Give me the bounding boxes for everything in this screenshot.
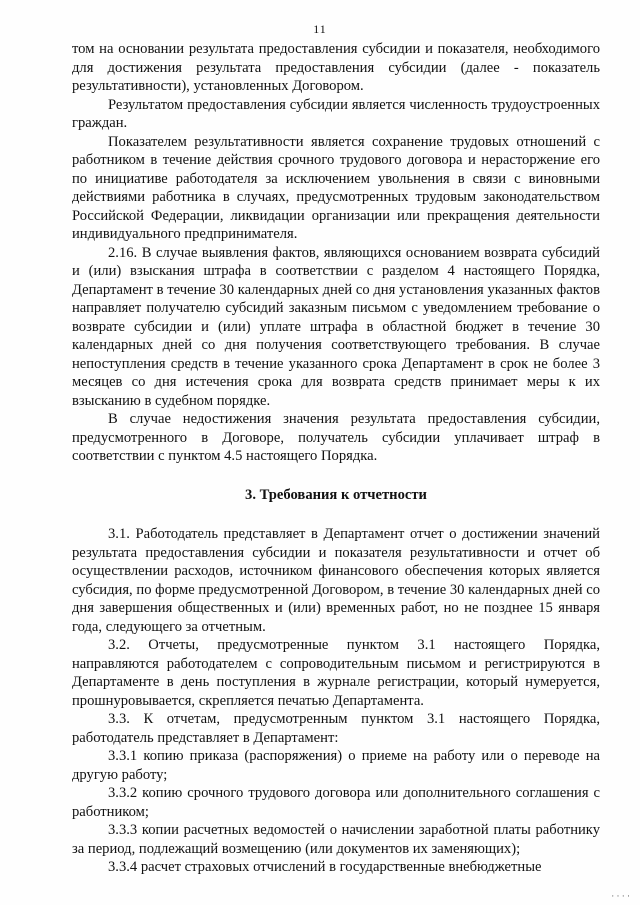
paragraph-3-3-3: 3.3.3 копии расчетных ведомостей о начислении заработной платы работнику за период, подлежащий возмещению (или документов их заменяющих);: [72, 822, 600, 857]
scan-corner-marks: · · · ·: [611, 891, 630, 901]
paragraph-2-16: 2.16. В случае выявления фактов, являющихся основанием возврата субсидий и (или) взыскания штрафа в соответствии с разделом 4 настоящего Порядка, Департамент в течение 30 календарных дней со дня установления указанных фактов направляет получателю субсидий заказным письмом с уведомлением требование о возврате субсидии и (или) уплате штрафа в областной бюджет в течение 30 календарных дней со дня получения соответствующего требования. В случае непоступления средств в течение указанного срока Департамент в срок не более 3 месяцев со дня истечения срока для возврата средств принимает меры к их взысканию в судебном порядке.: [72, 244, 600, 409]
paragraph-3-2: 3.2. Отчеты, предусмотренные пунктом 3.1 настоящего Порядка, направляются работодателем с сопроводительным письмом и регистрируются в Департаменте в день поступления в журнале регистрации, который нумеруется, прошнуровывается, скрепляется печатью Департамента.: [72, 637, 600, 709]
paragraph-fine: В случае недостижения значения результата предоставления субсидии, предусмотренного в Договоре, получатель субсидии уплачивает штраф в соответствии с пунктом 4.5 настоящего Порядка.: [72, 411, 600, 464]
paragraph-3-1: 3.1. Работодатель представляет в Департамент отчет о достижении значений результата предоставления субсидии и показателя результативности и отчет об осуществлении расходов, источником финансового обеспечения которых является субсидия, по форме предусмотренной Договором, в течение 30 календарных дней со дня завершения общественных и (или) временных работ, но не позднее 15 января года, следующего за отчетным.: [72, 526, 600, 635]
paragraph-3-3: 3.3. К отчетам, предусмотренным пунктом 3.1 настоящего Порядка, работодатель представляет в Департамент:: [72, 711, 600, 746]
paragraph-3-3-1: 3.3.1 копию приказа (распоряжения) о приеме на работу или о переводе на другую работу;: [72, 748, 600, 783]
paragraph-3-3-4: 3.3.4 расчет страховых отчислений в государственные внебюджетные: [108, 859, 542, 875]
paragraph-result: Результатом предоставления субсидии является численность трудоустроенных граждан.: [72, 96, 600, 131]
paragraph-indicator: Показателем результативности является сохранение трудовых отношений с работником в течение действия срочного трудового договора и нерасторжение его по инициативе работодателя за исключением увольнения в связи с виновными действиями работника в случаях, предусмотренных трудовым законодательством Российской Федерации, ликвидации организации или прекращения деятельности индивидуального предпринимателя.: [72, 133, 600, 242]
paragraph-3-3-2: 3.3.2 копию срочного трудового договора или дополнительного соглашения с работником;: [72, 785, 600, 820]
section-heading: 3. Требования к отчетности: [245, 486, 427, 503]
page-number: 11: [313, 22, 327, 36]
document-body: [72, 40, 600, 877]
paragraph-continuation: том на основании результата предоставления субсидии и показателя, необходимого для достижения результата предоставления субсидии (далее - показатель результативности), установленных Договором.: [72, 41, 600, 94]
